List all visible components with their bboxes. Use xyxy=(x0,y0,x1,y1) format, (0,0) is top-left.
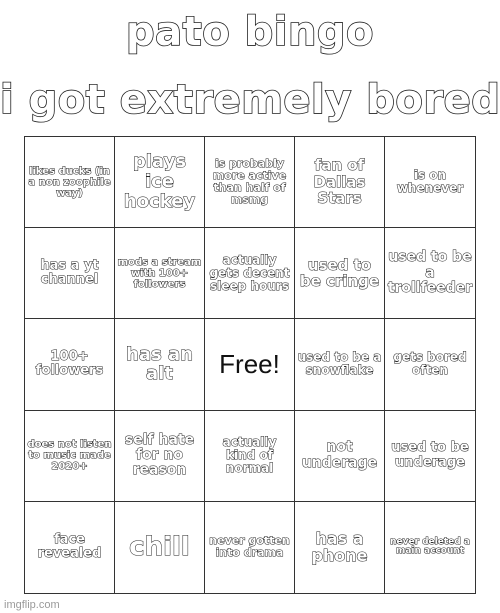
bingo-cell-r1c4 xyxy=(295,137,385,228)
bingo-cell-label: is probably more active than half of msmg xyxy=(212,156,287,207)
bingo-cell-r1c5 xyxy=(385,137,475,228)
title-line-1: pato bingo xyxy=(125,9,375,55)
bingo-cell-r3c5 xyxy=(385,319,475,410)
bingo-cell-r5c2 xyxy=(115,502,205,593)
bingo-cell-label: fan of Dallas Stars xyxy=(313,156,366,208)
bingo-cell-r5c1 xyxy=(25,502,115,593)
bingo-cell-label: chill xyxy=(129,532,190,563)
bingo-cell-label: has a yt channel xyxy=(40,257,99,288)
bingo-cell-label: Free! xyxy=(219,349,280,380)
bingo-cell-label: used to be a snowflake xyxy=(297,350,382,378)
bingo-cell-r2c1 xyxy=(25,228,115,319)
bingo-cell-label: mods a stream with 100+ followers xyxy=(117,256,202,290)
bingo-cell-label: never deleted a main account xyxy=(390,536,470,557)
bingo-cell-r4c1 xyxy=(25,411,115,502)
bingo-cell-label: not underage xyxy=(301,439,378,471)
bingo-cell-r4c5 xyxy=(385,411,475,502)
bingo-cell-r3c4 xyxy=(295,319,385,410)
bingo-cell-label: actually gets decent sleep hours xyxy=(209,252,290,293)
bingo-cell-label: gets bored often xyxy=(393,350,467,378)
bingo-cell-label: used to be a trollfeeder xyxy=(387,249,473,296)
bingo-cell-label: face revealed xyxy=(37,532,102,562)
bingo-cell-r1c2 xyxy=(115,137,205,228)
bingo-cell-r3c1 xyxy=(25,319,115,410)
bingo-cell-r1c3 xyxy=(205,137,295,228)
bingo-cell-label: actually kind of normal xyxy=(222,434,277,476)
bingo-cell-r5c5 xyxy=(385,502,475,593)
bingo-cell-label: 100+ followers xyxy=(35,349,104,379)
bingo-cell-r2c5 xyxy=(385,228,475,319)
bingo-cell-label: never gotten into drama xyxy=(209,534,290,560)
bingo-cell-r1c1 xyxy=(25,137,115,228)
bingo-cell-label: likes ducks (in a non zoophile way) xyxy=(28,165,111,199)
bingo-cell-r4c3 xyxy=(205,411,295,502)
bingo-cell-free xyxy=(205,319,295,410)
bingo-cell-r3c2 xyxy=(115,319,205,410)
bingo-cell-r4c4 xyxy=(295,411,385,502)
bingo-board xyxy=(24,136,476,594)
bingo-cell-r2c2 xyxy=(115,228,205,319)
bingo-cell-label: used to be underage xyxy=(391,440,469,470)
bingo-cell-label: used to be cringe xyxy=(299,255,380,291)
bingo-cell-r2c4 xyxy=(295,228,385,319)
bingo-cell-label: has a phone xyxy=(311,528,368,566)
bingo-cell-label: has an alt xyxy=(126,343,193,385)
title-line-2: i got extremely bored xyxy=(0,77,500,123)
bingo-cell-label: plays ice hockey xyxy=(123,151,196,212)
bingo-cell-label: self hate for no reason xyxy=(124,431,195,479)
bingo-cell-r5c4 xyxy=(295,502,385,593)
bingo-cell-r2c3 xyxy=(205,228,295,319)
bingo-cell-r5c3 xyxy=(205,502,295,593)
bingo-cell-label: does not listen to music made 2020+ xyxy=(27,439,112,473)
imgflip-watermark: imgflip.com xyxy=(4,599,60,611)
bingo-cell-label: is on whenever xyxy=(396,167,464,196)
bingo-cell-r4c2 xyxy=(115,411,205,502)
